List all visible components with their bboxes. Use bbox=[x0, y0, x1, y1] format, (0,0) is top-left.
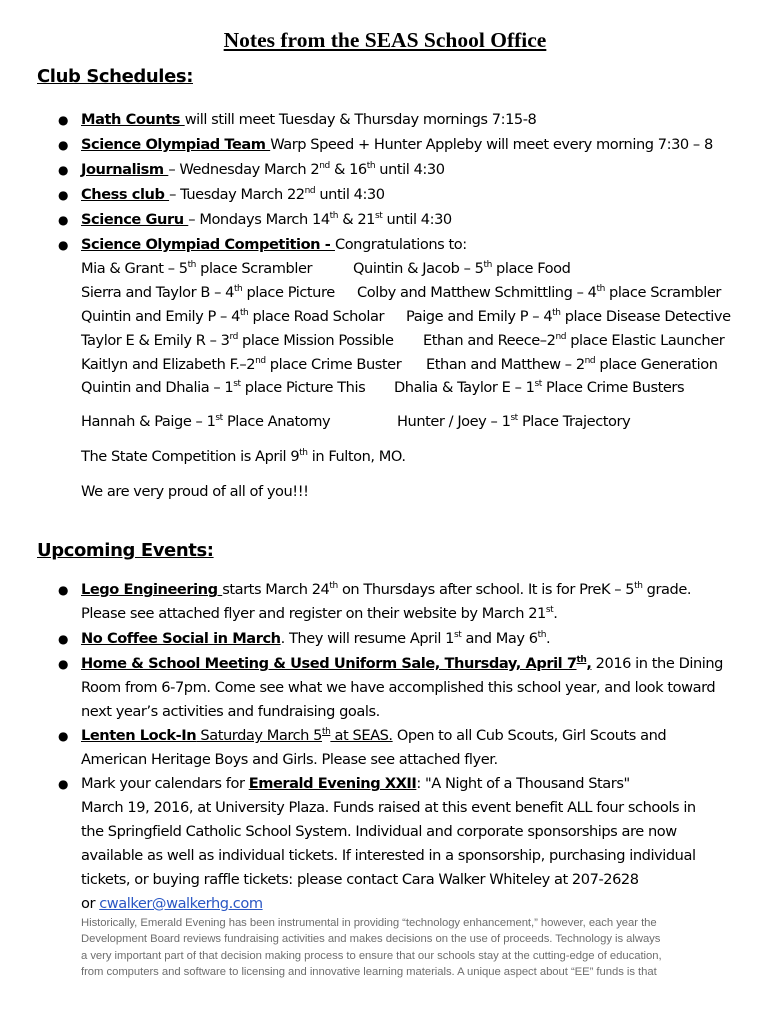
list-item-math-counts: Math Counts will still meet Tuesday & Thursday mornings 7:15-8 bbox=[81, 111, 537, 128]
fine-print-line: from computers and software to licensing and innovative learning materials. A unique aspect about “EE” funds is that bbox=[81, 965, 657, 978]
club-schedules-heading: Club Schedules: bbox=[37, 66, 193, 87]
event-home-school-line2: Room from 6-7pm. Come see what we have accomplished this school year, and look toward bbox=[81, 679, 716, 696]
event-emerald-line3: the Springfield Catholic School System. Individual and corporate sponsorships are now bbox=[81, 823, 677, 840]
event-lenten-lock-in: Lenten Lock-In Saturday March 5th at SEAS. Open to all Cub Scouts, Girl Scouts and bbox=[81, 727, 667, 744]
event-emerald-line2: March 19, 2016, at University Plaza. Funds raised at this event benefit ALL four schools in bbox=[81, 799, 696, 816]
upcoming-events-heading: Upcoming Events: bbox=[37, 540, 214, 561]
result-left: Quintin and Dhalia – 1st place Picture This bbox=[81, 379, 366, 396]
result-left: Mia & Grant – 5th place Scrambler bbox=[81, 260, 313, 277]
bullet: ● bbox=[58, 729, 69, 743]
event-home-school-meeting: Home & School Meeting & Used Uniform Sale, Thursday, April 7th, 2016 in the Dining bbox=[81, 655, 723, 672]
list-item-science-olympiad-team: Science Olympiad Team Warp Speed + Hunter Appleby will meet every morning 7:30 – 8 bbox=[81, 136, 713, 153]
list-item-science-olympiad-competition: Science Olympiad Competition - Congratulations to: bbox=[81, 236, 467, 253]
bullet: ● bbox=[58, 632, 69, 646]
bullet: ● bbox=[58, 138, 69, 152]
bullet: ● bbox=[58, 163, 69, 177]
result-right: Ethan and Reece–2nd place Elastic Launcher bbox=[423, 332, 725, 349]
bullet: ● bbox=[58, 188, 69, 202]
bullet: ● bbox=[58, 777, 69, 791]
event-emerald-line5: tickets, or buying raffle tickets: please contact Cara Walker Whiteley at 207-2628 bbox=[81, 871, 639, 888]
event-lego-engineering-line2: Please see attached flyer and register on their website by March 21st. bbox=[81, 605, 558, 622]
list-item-chess-club: Chess club – Tuesday March 22nd until 4:30 bbox=[81, 186, 385, 203]
result-left: Sierra and Taylor B – 4th place Picture bbox=[81, 284, 335, 301]
fine-print-line: Historically, Emerald Evening has been instrumental in providing “technology enhancement,” however, each year the bbox=[81, 917, 657, 929]
bullet: ● bbox=[58, 113, 69, 127]
result-right: Quintin & Jacob – 5th place Food bbox=[353, 260, 571, 277]
proud-text: We are very proud of all of you!!! bbox=[81, 483, 309, 500]
event-no-coffee-social: No Coffee Social in March. They will resume April 1st and May 6th. bbox=[81, 630, 551, 647]
bullet: ● bbox=[58, 238, 69, 252]
state-competition-text: The State Competition is April 9th in Fulton, MO. bbox=[81, 448, 406, 465]
result-right: Ethan and Matthew – 2nd place Generation bbox=[426, 356, 718, 373]
bullet: ● bbox=[58, 213, 69, 227]
bullet: ● bbox=[58, 583, 69, 597]
result-left: Kaitlyn and Elizabeth F.–2nd place Crime Buster bbox=[81, 356, 402, 373]
fine-print bbox=[81, 915, 741, 980]
fine-print-line: Development Board reviews fundraising activities and makes decisions on the use of proceeds. Technology is always bbox=[81, 933, 661, 946]
fine-print-line: a very important part of that decision making process to ensure that our schools stay at the cutting-edge of education, bbox=[81, 949, 662, 962]
result-right: Paige and Emily P – 4th place Disease Detective bbox=[406, 308, 731, 325]
event-home-school-line3: next year’s activities and fundraising goals. bbox=[81, 703, 380, 720]
result-left: Quintin and Emily P – 4th place Road Scholar bbox=[81, 308, 384, 325]
event-lenten-line2: American Heritage Boys and Girls. Please see attached flyer. bbox=[81, 751, 498, 768]
result-right: Colby and Matthew Schmittling – 4th place Scrambler bbox=[357, 284, 721, 301]
list-item-journalism: Journalism – Wednesday March 2nd & 16th until 4:30 bbox=[81, 161, 445, 178]
page-title: Notes from the SEAS School Office bbox=[223, 28, 547, 52]
list-item-science-guru: Science Guru – Mondays March 14th & 21st until 4:30 bbox=[81, 211, 452, 228]
result-right: Dhalia & Taylor E – 1st Place Crime Busters bbox=[394, 379, 685, 396]
event-emerald-line4: available as well as individual tickets. If interested in a sponsorship, purchasing individual bbox=[81, 847, 696, 864]
result-left: Taylor E & Emily R – 3rd place Mission Possible bbox=[81, 332, 394, 349]
email-link[interactable]: cwalker@walkerhg.com bbox=[99, 895, 263, 912]
result-left: Hannah & Paige – 1st Place Anatomy bbox=[81, 413, 331, 430]
bullet: ● bbox=[58, 657, 69, 671]
event-emerald-line6: or cwalker@walkerhg.com bbox=[81, 895, 263, 912]
event-lego-engineering: Lego Engineering starts March 24th on Thursdays after school. It is for PreK – 5th grade. bbox=[81, 581, 692, 598]
result-right: Hunter / Joey – 1st Place Trajectory bbox=[397, 413, 631, 430]
event-emerald-evening: Mark your calendars for Emerald Evening XXII: "A Night of a Thousand Stars" bbox=[81, 775, 630, 792]
